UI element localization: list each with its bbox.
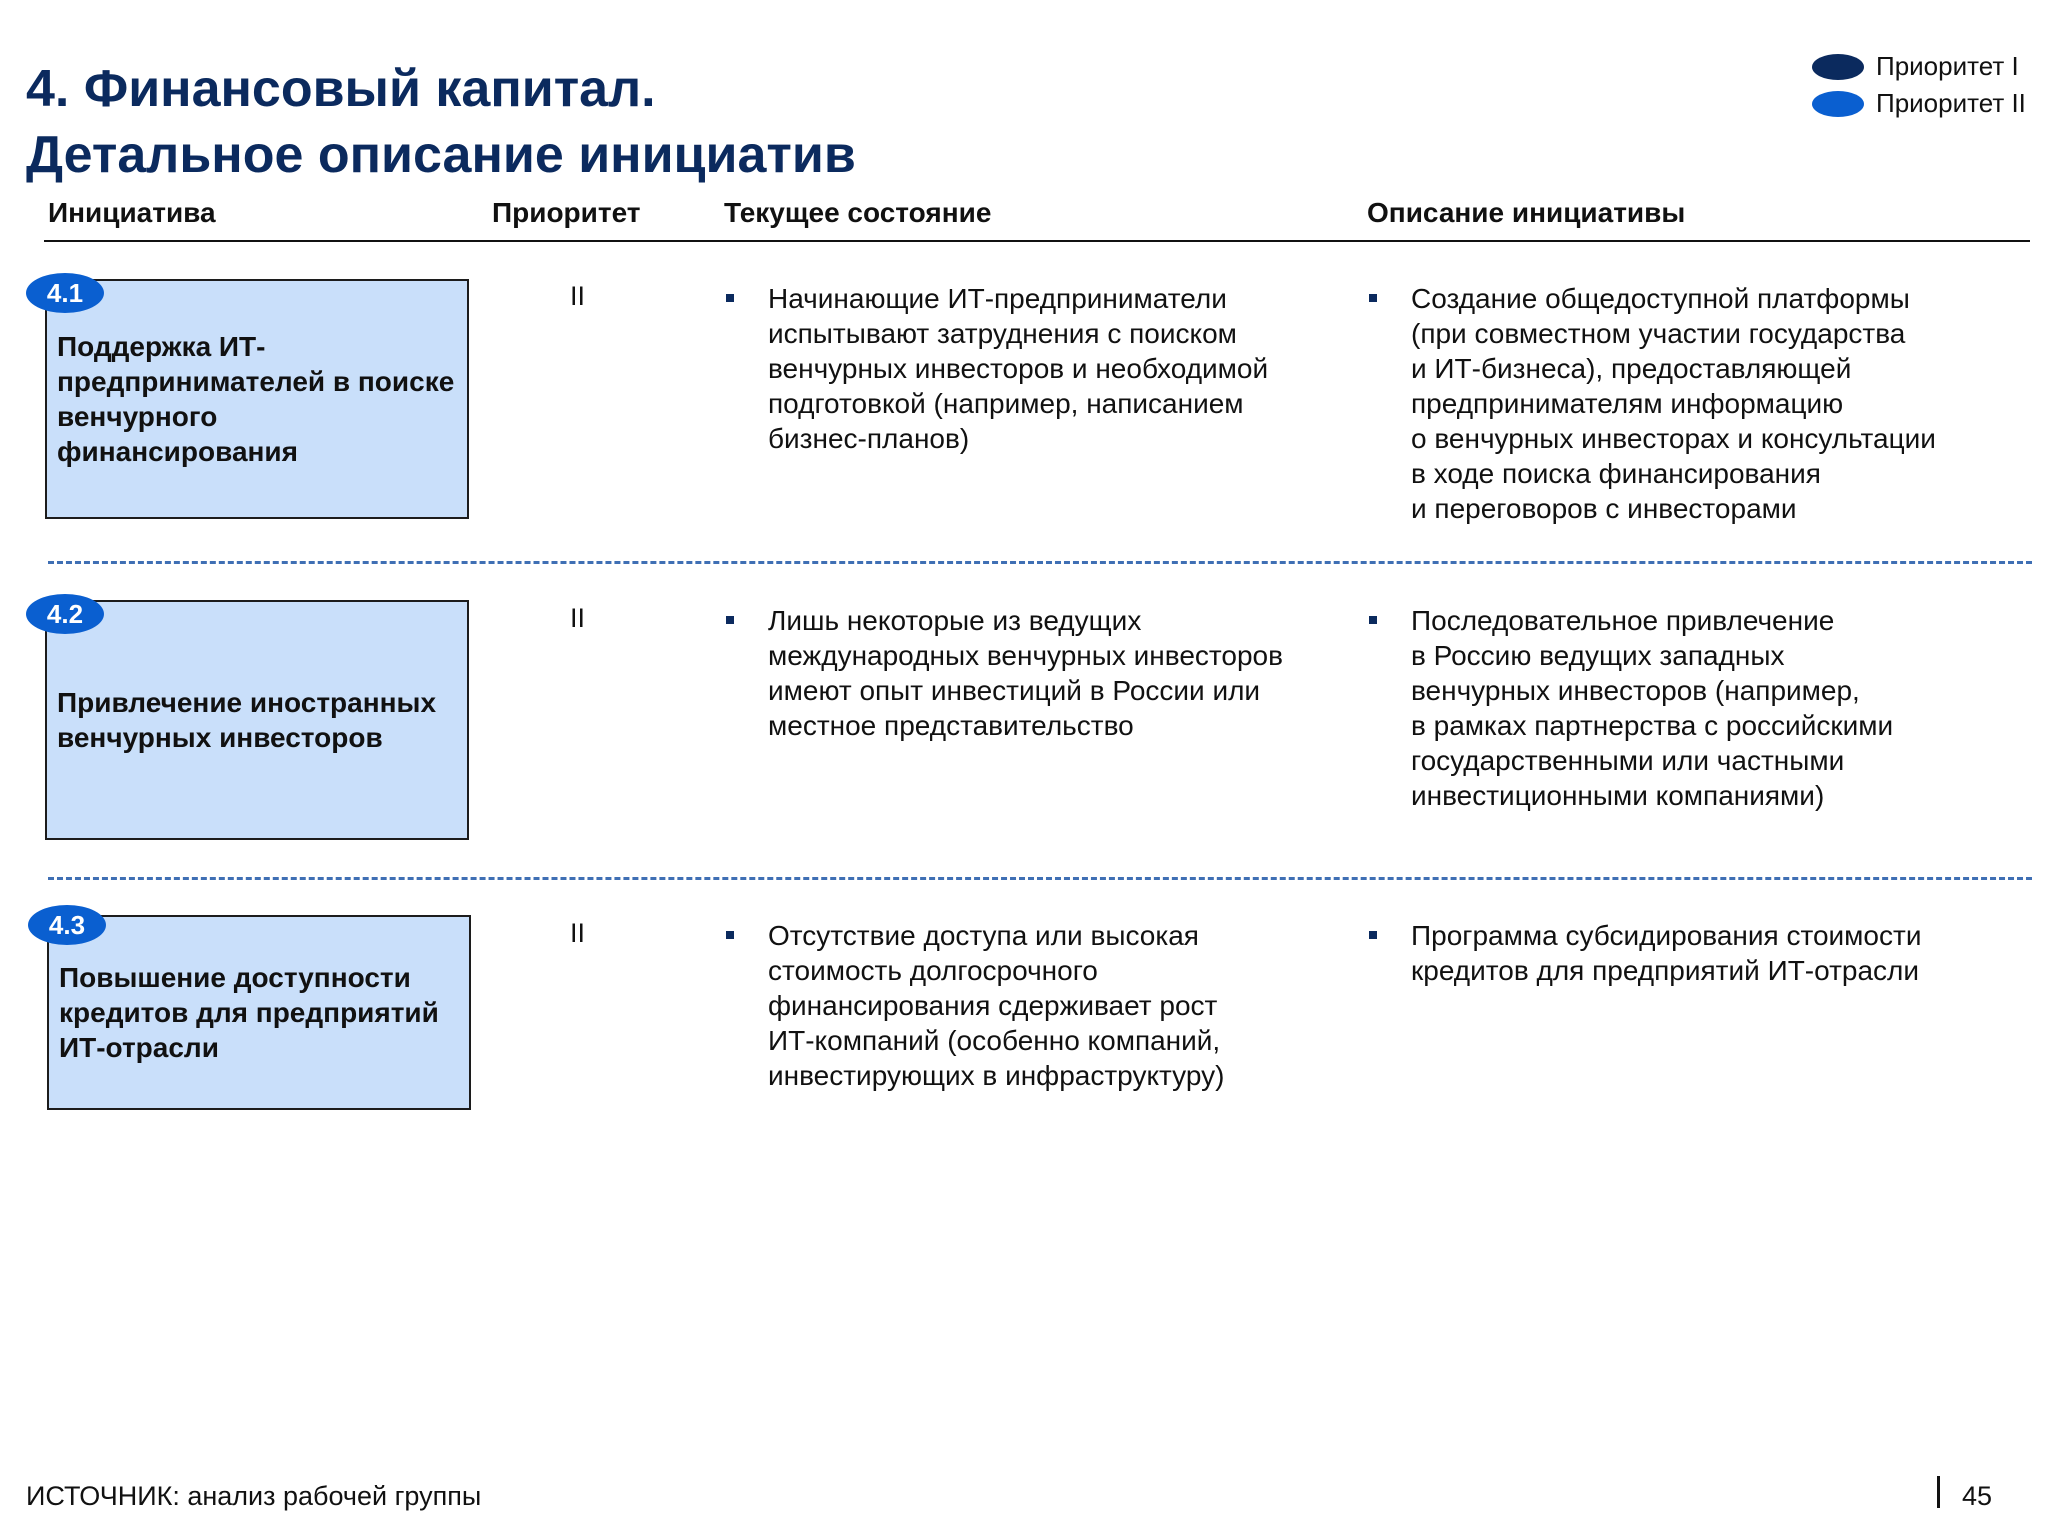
description-text: Последовательное привлечение в Россию ведущих западных венчурных инвесторов (например, в рамках партнерства с российскими государственными или частными инвестиционными компаниями) — [1411, 605, 1894, 811]
legend-swatch-blue-icon — [1812, 91, 1864, 117]
header-divider — [44, 240, 2030, 242]
priority-value: II — [570, 281, 586, 311]
bullet-square-icon — [726, 616, 734, 624]
initiative-badge: 4.2 — [26, 594, 104, 634]
bullet-square-icon — [726, 294, 734, 302]
legend-swatch-dark-icon — [1812, 54, 1864, 80]
page-title-line-1: 4. Финансовый капитал. — [26, 60, 656, 118]
footer-source: ИСТОЧНИК: анализ рабочей группы — [26, 1481, 482, 1511]
footer-divider — [1937, 1476, 1940, 1508]
page-title-line-2: Детальное описание инициатив — [26, 126, 856, 184]
description-text: Создание общедоступной платформы (при совместном участии государства и ИТ-бизнеса), предоставляющей предпринимателям информацию о венчурных инвесторах и консультации в ходе поиска финансирования и переговоров с инвесторами — [1411, 283, 1936, 524]
column-header-initiative: Инициатива — [48, 197, 216, 228]
description-bullet — [1369, 918, 1921, 988]
column-header-current-state: Текущее состояние — [724, 197, 992, 228]
legend-item-priority-2 — [1812, 85, 2026, 122]
page-number: 45 — [1962, 1481, 1993, 1511]
row-divider — [48, 877, 2032, 880]
description-bullet — [1369, 281, 1936, 526]
column-header-priority: Приоритет — [492, 197, 641, 228]
initiative-name: Привлечение иностранных венчурных инвесторов — [57, 687, 437, 753]
initiative-box-4-3 — [47, 915, 471, 1110]
initiative-badge: 4.3 — [28, 905, 106, 945]
priority-legend — [1812, 48, 2026, 122]
current-state-text: Отсутствие доступа или высокая стоимость долгосрочного финансирования сдерживает рост ИТ-компаний (особенно компаний, инвестирующих в инфраструктуру) — [768, 920, 1225, 1091]
current-state-bullet — [726, 918, 1224, 1093]
initiative-name: Поддержка ИТ-предпринимателей в поиске венчурного финансирования — [57, 331, 455, 467]
legend-label: Приоритет I — [1876, 51, 2019, 81]
bullet-square-icon — [1369, 931, 1377, 939]
legend-label: Приоритет II — [1876, 88, 2026, 118]
priority-value: II — [570, 918, 586, 948]
page-title — [26, 56, 856, 188]
bullet-square-icon — [726, 931, 734, 939]
row-divider — [48, 561, 2032, 564]
bullet-square-icon — [1369, 616, 1377, 624]
initiative-badge: 4.1 — [26, 273, 104, 313]
initiative-box-4-2 — [45, 600, 469, 840]
description-text: Программа субсидирования стоимости кредитов для предприятий ИТ-отрасли — [1411, 920, 1922, 986]
priority-value: II — [570, 603, 586, 633]
description-bullet — [1369, 603, 1893, 813]
legend-item-priority-1 — [1812, 48, 2026, 85]
column-header-description: Описание инициативы — [1367, 197, 1686, 228]
current-state-text: Начинающие ИТ-предприниматели испытывают затруднения с поиском венчурных инвесторов и необходимой подготовкой (например, написанием бизнес-планов) — [768, 283, 1269, 454]
current-state-bullet — [726, 281, 1268, 456]
bullet-square-icon — [1369, 294, 1377, 302]
current-state-text: Лишь некоторые из ведущих международных венчурных инвесторов имеют опыт инвестиций в России или местное представительство — [768, 605, 1283, 741]
current-state-bullet — [726, 603, 1283, 743]
initiative-box-4-1 — [45, 279, 469, 519]
initiative-name: Повышение доступности кредитов для предприятий ИТ-отрасли — [59, 962, 439, 1063]
